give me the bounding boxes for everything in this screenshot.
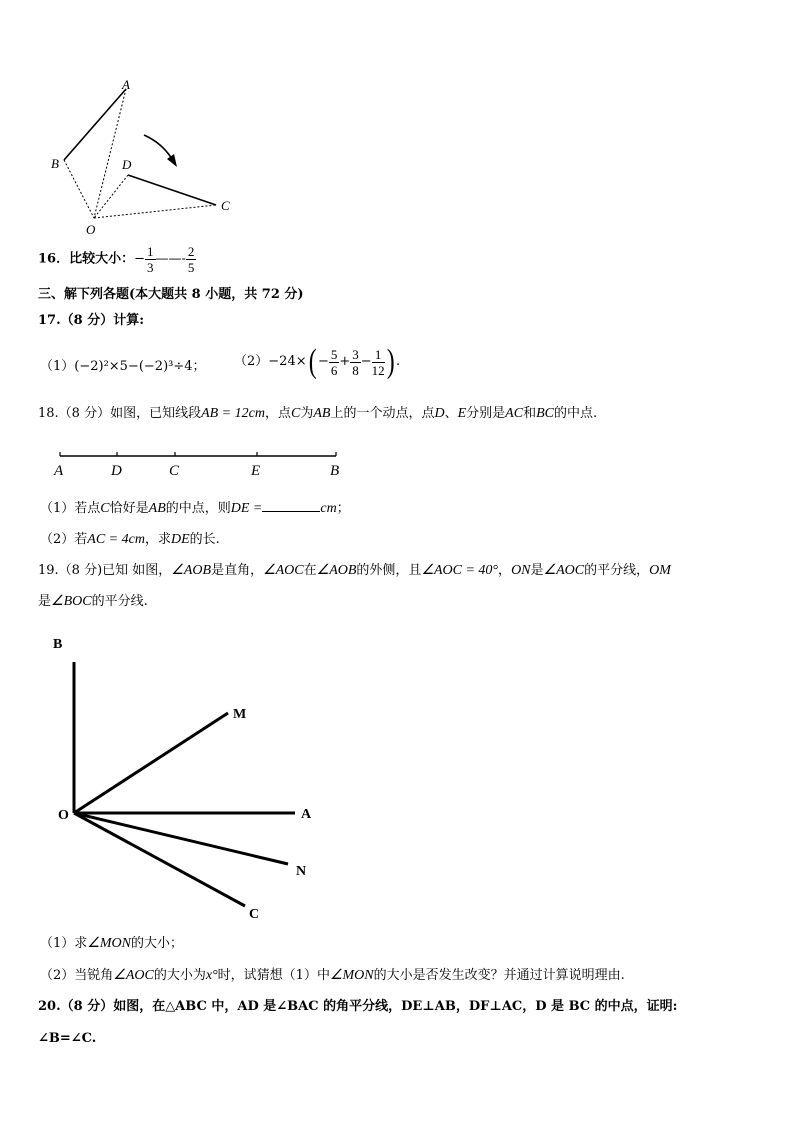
label-O: O xyxy=(86,222,96,237)
point-B: B xyxy=(330,463,340,479)
segment-figure xyxy=(50,448,350,480)
label-O: O xyxy=(58,808,69,823)
question-19-heading-line2: 是∠BOC的平分线. xyxy=(38,594,148,609)
label-A: A xyxy=(122,77,130,92)
fraction-2-5: $\frac{2}{5}$ xyxy=(187,244,195,275)
rotation-figure xyxy=(40,75,250,240)
angle-figure xyxy=(48,630,328,925)
label-A: A xyxy=(301,807,312,822)
question-18-part2: （2）若AC = 4cm，求DE的长. xyxy=(40,532,220,547)
question-19-part1: （1）求∠MON的大小； xyxy=(40,936,183,951)
point-E: E xyxy=(251,463,261,479)
question-19-part2: （2）当锐角∠AOC的大小为x°时，试猜想（1）中∠MON的大小是否发生改变？并通过计算说明理由. xyxy=(40,968,625,983)
answer-blank-de[interactable] xyxy=(262,499,320,512)
question-17-part1: （1）(−2)²×5−(−2)³÷4； xyxy=(40,359,206,374)
label-B: B xyxy=(53,637,63,652)
label-B: B xyxy=(51,156,59,171)
label-N: N xyxy=(296,864,307,879)
question-20-line2: ∠B=∠C. xyxy=(38,1031,97,1046)
question-20-line1: 20.（8 分）如图，在△ABC 中，AD 是∠BAC 的角平分线，DE⊥AB，DF⊥AC，D 是 BC 的中点，证明: xyxy=(38,999,678,1014)
question-18-heading: 18.（8 分）如图，已知线段AB = 12cm，点C为AB上的一个动点，点D、E分别是AC和BC的中点. xyxy=(38,406,598,421)
point-A: A xyxy=(54,463,64,479)
question-16: 16．比较大小：− $\frac{1}{3}$ ——- $\frac{2}{5}$ xyxy=(38,244,195,275)
label-D: D xyxy=(122,157,132,172)
question-17-heading: 17.（8 分）计算: xyxy=(38,313,144,328)
label-C: C xyxy=(221,198,230,213)
question-19-heading: 19.（8 分)已知 如图，∠AOB是直角，∠AOC在∠AOB的外侧，且∠AOC = 40°，ON是∠AOC的平分线，OM xyxy=(38,563,671,578)
answer-blank[interactable]: —— xyxy=(155,251,182,267)
section-title: 三、解下列各题(本大题共 8 小题，共 72 分) xyxy=(38,287,304,302)
label-M: M xyxy=(233,707,247,722)
fraction-1-3: $\frac{1}{3}$ xyxy=(147,244,154,275)
question-17-part2: （2）−24×( − $\frac{5}{6}$ + $\frac{3}{8}$ − $\frac{1}{12}$ ) . xyxy=(234,343,401,380)
label-C: C xyxy=(249,907,260,922)
point-C: C xyxy=(169,463,180,479)
point-D: D xyxy=(111,463,122,479)
question-18-part1: （1）若点C恰好是AB的中点，则DE = cm； xyxy=(40,501,350,516)
